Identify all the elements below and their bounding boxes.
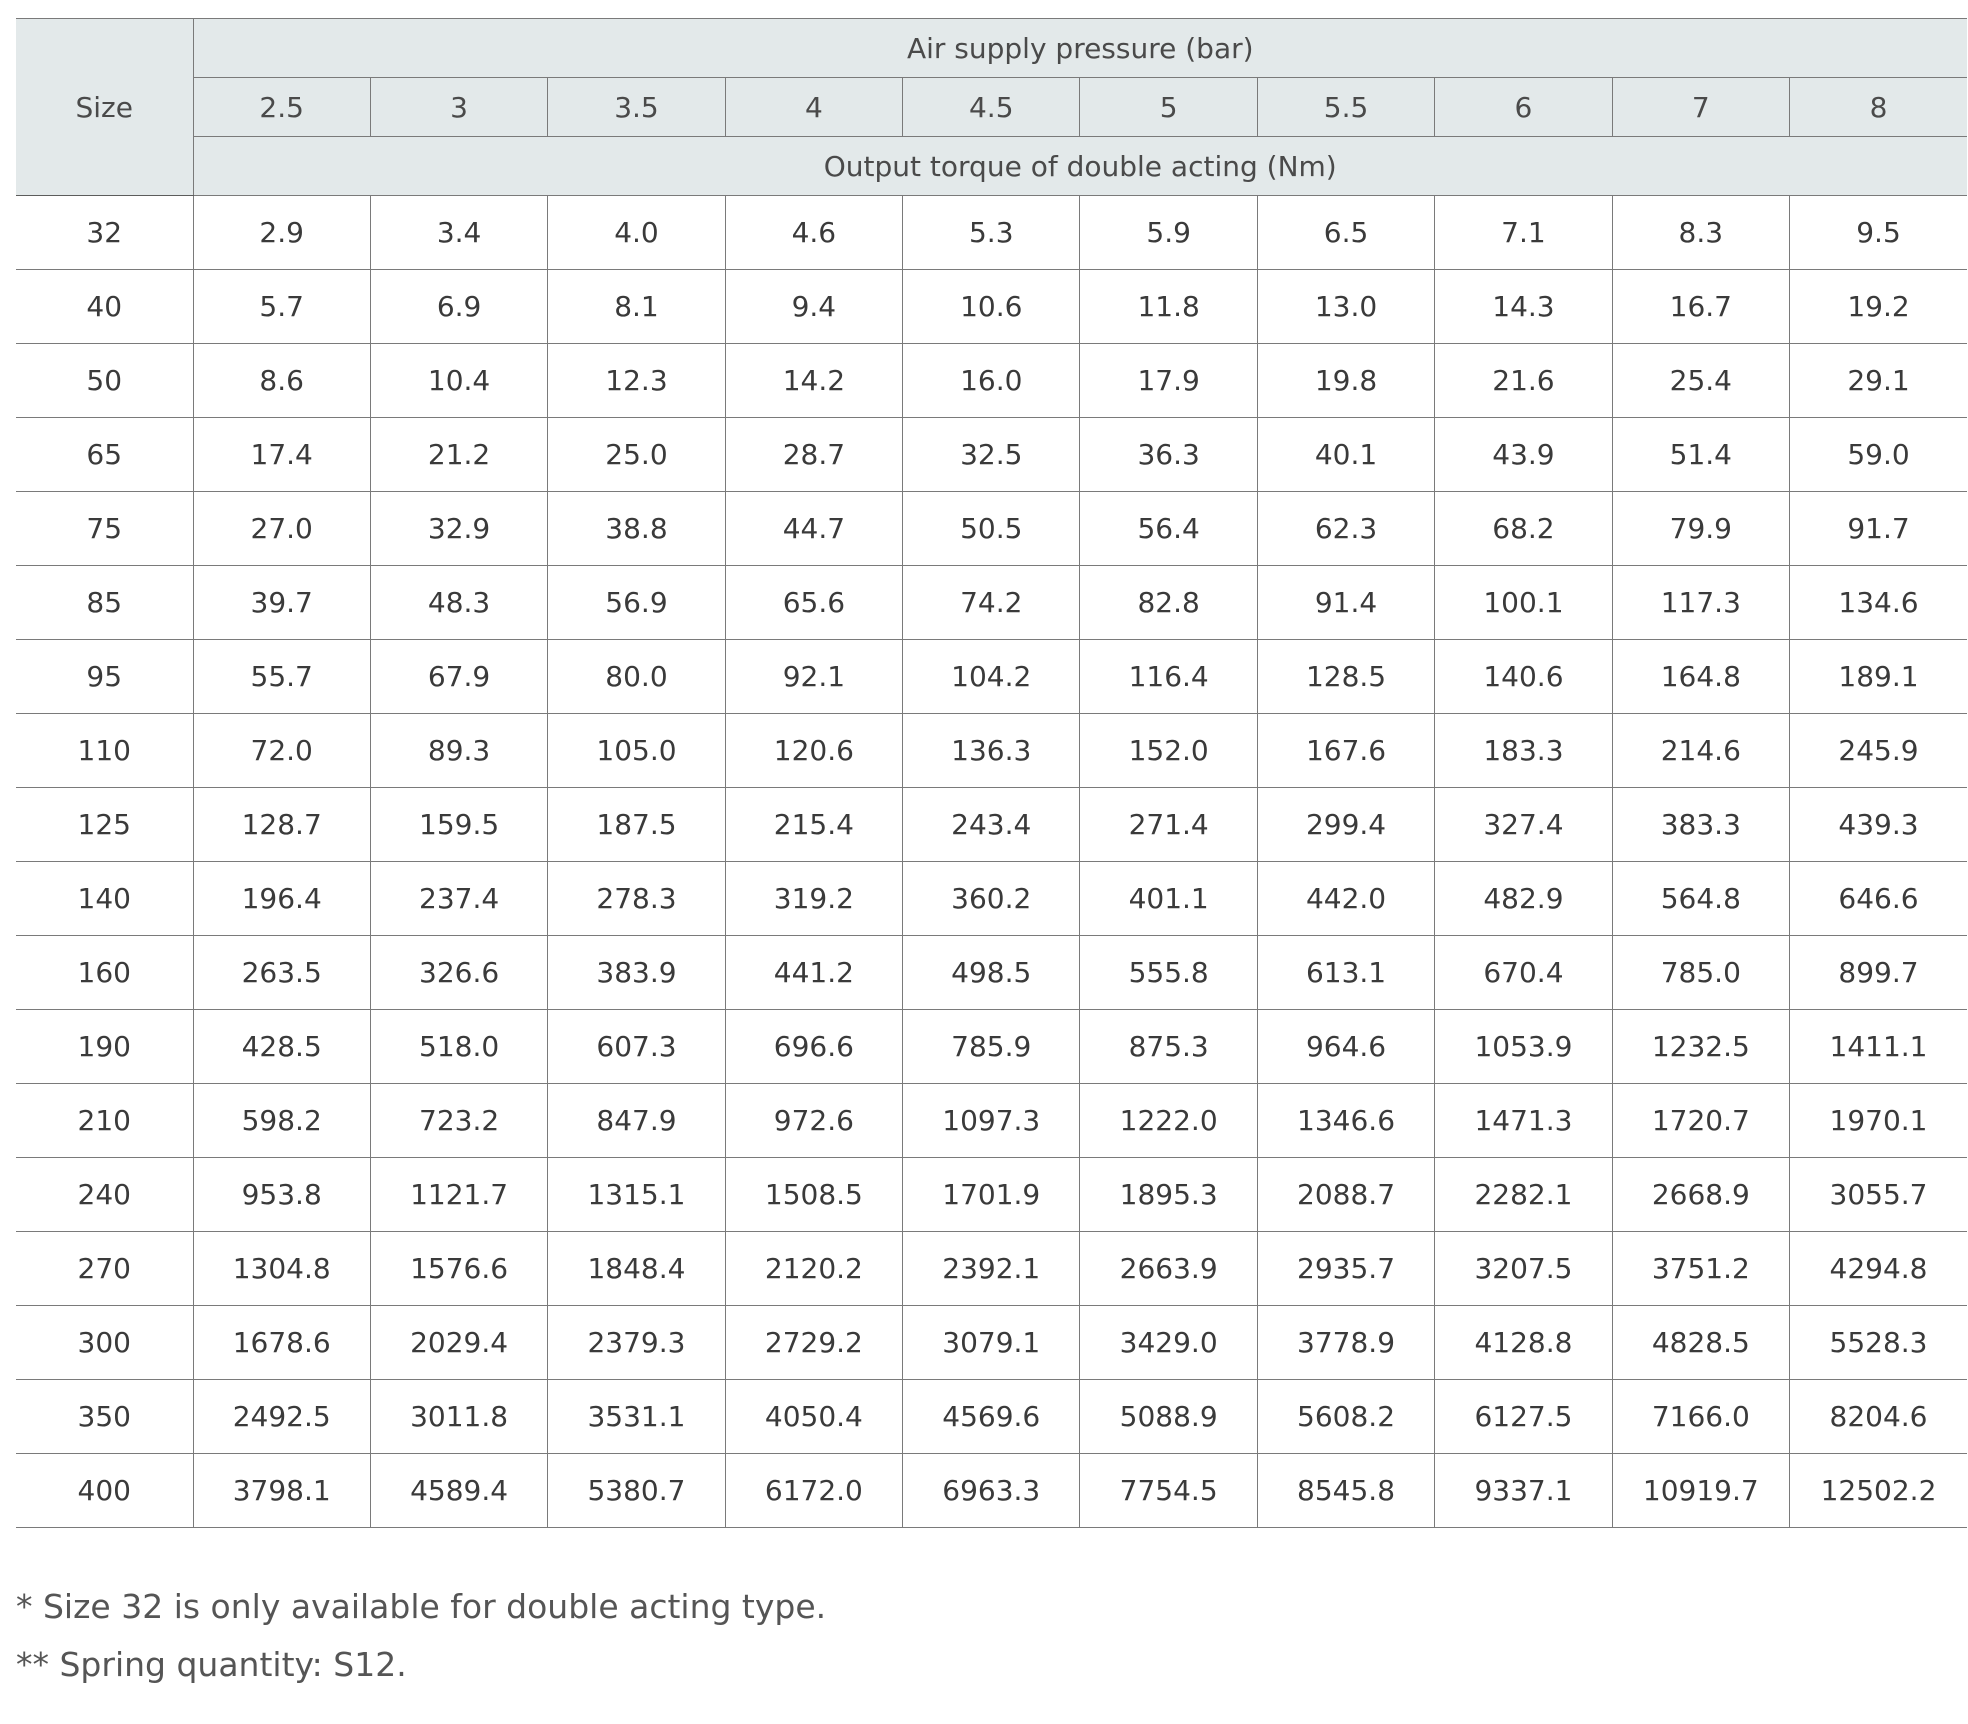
torque-value-cell: 2120.2 — [725, 1232, 902, 1306]
pressure-header-cell: 5.5 — [1257, 78, 1434, 137]
torque-value-cell: 39.7 — [193, 566, 370, 640]
torque-value-cell: 80.0 — [548, 640, 725, 714]
torque-value-cell: 5528.3 — [1790, 1306, 1967, 1380]
torque-value-cell: 89.3 — [370, 714, 547, 788]
torque-value-cell: 140.6 — [1435, 640, 1612, 714]
torque-value-cell: 263.5 — [193, 936, 370, 1010]
table-row — [16, 1306, 1967, 1380]
torque-value-cell: 4589.4 — [370, 1454, 547, 1528]
torque-value-cell: 159.5 — [370, 788, 547, 862]
torque-value-cell: 899.7 — [1790, 936, 1967, 1010]
torque-value-cell: 21.6 — [1435, 344, 1612, 418]
torque-value-cell: 65.6 — [725, 566, 902, 640]
torque-value-cell: 183.3 — [1435, 714, 1612, 788]
torque-value-cell: 27.0 — [193, 492, 370, 566]
torque-value-cell: 613.1 — [1257, 936, 1434, 1010]
torque-value-cell: 442.0 — [1257, 862, 1434, 936]
torque-value-cell: 1315.1 — [548, 1158, 725, 1232]
torque-value-cell: 29.1 — [1790, 344, 1967, 418]
torque-value-cell: 10.6 — [903, 270, 1080, 344]
pressure-header-cell: 3.5 — [548, 78, 725, 137]
torque-value-cell: 8.3 — [1612, 196, 1789, 270]
torque-value-cell: 564.8 — [1612, 862, 1789, 936]
torque-value-cell: 972.6 — [725, 1084, 902, 1158]
torque-value-cell: 32.5 — [903, 418, 1080, 492]
torque-value-cell: 91.7 — [1790, 492, 1967, 566]
pressure-header-cell: 7 — [1612, 78, 1789, 137]
torque-value-cell: 14.2 — [725, 344, 902, 418]
torque-value-cell: 128.7 — [193, 788, 370, 862]
torque-value-cell: 117.3 — [1612, 566, 1789, 640]
torque-value-cell: 25.0 — [548, 418, 725, 492]
torque-value-cell: 5.9 — [1080, 196, 1257, 270]
torque-value-cell: 7166.0 — [1612, 1380, 1789, 1454]
torque-value-cell: 11.8 — [1080, 270, 1257, 344]
torque-value-cell: 8204.6 — [1790, 1380, 1967, 1454]
torque-value-cell: 1970.1 — [1790, 1084, 1967, 1158]
header-row-pressures — [16, 78, 1967, 137]
size-cell: 240 — [16, 1158, 193, 1232]
torque-value-cell: 136.3 — [903, 714, 1080, 788]
torque-value-cell: 43.9 — [1435, 418, 1612, 492]
torque-value-cell: 100.1 — [1435, 566, 1612, 640]
torque-value-cell: 2668.9 — [1612, 1158, 1789, 1232]
table-row — [16, 714, 1967, 788]
size-cell: 40 — [16, 270, 193, 344]
torque-value-cell: 9337.1 — [1435, 1454, 1612, 1528]
torque-value-cell: 72.0 — [193, 714, 370, 788]
torque-value-cell: 3429.0 — [1080, 1306, 1257, 1380]
torque-value-cell: 2392.1 — [903, 1232, 1080, 1306]
pressure-header-cell: 8 — [1790, 78, 1967, 137]
torque-value-cell: 167.6 — [1257, 714, 1434, 788]
torque-value-cell: 19.2 — [1790, 270, 1967, 344]
torque-value-cell: 723.2 — [370, 1084, 547, 1158]
torque-value-cell: 299.4 — [1257, 788, 1434, 862]
pressure-header-cell: 4.5 — [903, 78, 1080, 137]
torque-value-cell: 17.4 — [193, 418, 370, 492]
pressure-header-cell: 2.5 — [193, 78, 370, 137]
torque-value-cell: 439.3 — [1790, 788, 1967, 862]
torque-table — [16, 18, 1967, 1528]
torque-value-cell: 245.9 — [1790, 714, 1967, 788]
table-row — [16, 1084, 1967, 1158]
torque-value-cell: 56.4 — [1080, 492, 1257, 566]
table-row — [16, 936, 1967, 1010]
torque-value-cell: 10919.7 — [1612, 1454, 1789, 1528]
torque-value-cell: 105.0 — [548, 714, 725, 788]
torque-value-cell: 4294.8 — [1790, 1232, 1967, 1306]
torque-value-cell: 319.2 — [725, 862, 902, 936]
torque-value-cell: 1411.1 — [1790, 1010, 1967, 1084]
table-row — [16, 1010, 1967, 1084]
table-row — [16, 492, 1967, 566]
torque-value-cell: 383.3 — [1612, 788, 1789, 862]
torque-value-cell: 2935.7 — [1257, 1232, 1434, 1306]
size-cell: 65 — [16, 418, 193, 492]
torque-value-cell: 16.7 — [1612, 270, 1789, 344]
torque-value-cell: 326.6 — [370, 936, 547, 1010]
torque-value-cell: 3751.2 — [1612, 1232, 1789, 1306]
torque-value-cell: 2088.7 — [1257, 1158, 1434, 1232]
torque-value-cell: 38.8 — [548, 492, 725, 566]
torque-value-cell: 13.0 — [1257, 270, 1434, 344]
torque-value-cell: 1346.6 — [1257, 1084, 1434, 1158]
torque-value-cell: 875.3 — [1080, 1010, 1257, 1084]
torque-value-cell: 441.2 — [725, 936, 902, 1010]
torque-value-cell: 92.1 — [725, 640, 902, 714]
size-cell: 160 — [16, 936, 193, 1010]
torque-value-cell: 4.6 — [725, 196, 902, 270]
torque-value-cell: 25.4 — [1612, 344, 1789, 418]
torque-value-cell: 498.5 — [903, 936, 1080, 1010]
table-row — [16, 862, 1967, 936]
table-row — [16, 1380, 1967, 1454]
size-cell: 270 — [16, 1232, 193, 1306]
torque-value-cell: 785.9 — [903, 1010, 1080, 1084]
torque-value-cell: 104.2 — [903, 640, 1080, 714]
torque-value-cell: 785.0 — [1612, 936, 1789, 1010]
torque-value-cell: 59.0 — [1790, 418, 1967, 492]
torque-value-cell: 187.5 — [548, 788, 725, 862]
torque-value-cell: 8545.8 — [1257, 1454, 1434, 1528]
torque-value-cell: 2029.4 — [370, 1306, 547, 1380]
table-row — [16, 1232, 1967, 1306]
header-row-torque-title — [16, 137, 1967, 196]
torque-value-cell: 9.4 — [725, 270, 902, 344]
torque-group-header: Output torque of double acting (Nm) — [193, 137, 1967, 196]
torque-value-cell: 243.4 — [903, 788, 1080, 862]
torque-value-cell: 360.2 — [903, 862, 1080, 936]
size-cell: 140 — [16, 862, 193, 936]
table-row — [16, 566, 1967, 640]
table-row — [16, 788, 1967, 862]
torque-value-cell: 91.4 — [1257, 566, 1434, 640]
torque-value-cell: 1304.8 — [193, 1232, 370, 1306]
torque-value-cell: 51.4 — [1612, 418, 1789, 492]
torque-value-cell: 5.7 — [193, 270, 370, 344]
torque-value-cell: 48.3 — [370, 566, 547, 640]
torque-value-cell: 128.5 — [1257, 640, 1434, 714]
torque-value-cell: 2282.1 — [1435, 1158, 1612, 1232]
torque-value-cell: 482.9 — [1435, 862, 1612, 936]
torque-value-cell: 32.9 — [370, 492, 547, 566]
torque-value-cell: 10.4 — [370, 344, 547, 418]
table-row — [16, 196, 1967, 270]
torque-value-cell: 278.3 — [548, 862, 725, 936]
torque-value-cell: 237.4 — [370, 862, 547, 936]
torque-value-cell: 74.2 — [903, 566, 1080, 640]
table-header — [16, 19, 1967, 196]
torque-value-cell: 401.1 — [1080, 862, 1257, 936]
torque-value-cell: 1895.3 — [1080, 1158, 1257, 1232]
torque-value-cell: 116.4 — [1080, 640, 1257, 714]
torque-value-cell: 12.3 — [548, 344, 725, 418]
size-cell: 210 — [16, 1084, 193, 1158]
torque-value-cell: 44.7 — [725, 492, 902, 566]
torque-value-cell: 1720.7 — [1612, 1084, 1789, 1158]
table-row — [16, 270, 1967, 344]
torque-value-cell: 2379.3 — [548, 1306, 725, 1380]
torque-value-cell: 12502.2 — [1790, 1454, 1967, 1528]
torque-value-cell: 82.8 — [1080, 566, 1257, 640]
torque-value-cell: 518.0 — [370, 1010, 547, 1084]
torque-value-cell: 36.3 — [1080, 418, 1257, 492]
pressure-header-cell: 5 — [1080, 78, 1257, 137]
torque-value-cell: 2729.2 — [725, 1306, 902, 1380]
size-cell: 190 — [16, 1010, 193, 1084]
torque-value-cell: 5608.2 — [1257, 1380, 1434, 1454]
torque-value-cell: 79.9 — [1612, 492, 1789, 566]
torque-value-cell: 327.4 — [1435, 788, 1612, 862]
torque-value-cell: 189.1 — [1790, 640, 1967, 714]
torque-value-cell: 50.5 — [903, 492, 1080, 566]
torque-value-cell: 6.9 — [370, 270, 547, 344]
torque-value-cell: 56.9 — [548, 566, 725, 640]
size-cell: 350 — [16, 1380, 193, 1454]
torque-value-cell: 4.0 — [548, 196, 725, 270]
torque-value-cell: 953.8 — [193, 1158, 370, 1232]
pressure-group-header: Air supply pressure (bar) — [193, 19, 1967, 78]
torque-value-cell: 3531.1 — [548, 1380, 725, 1454]
torque-value-cell: 17.9 — [1080, 344, 1257, 418]
pressure-header-cell: 4 — [725, 78, 902, 137]
torque-value-cell: 3055.7 — [1790, 1158, 1967, 1232]
size-cell: 32 — [16, 196, 193, 270]
torque-value-cell: 3798.1 — [193, 1454, 370, 1528]
header-row-pressure-title — [16, 19, 1967, 78]
torque-value-cell: 120.6 — [725, 714, 902, 788]
torque-value-cell: 646.6 — [1790, 862, 1967, 936]
torque-value-cell: 598.2 — [193, 1084, 370, 1158]
torque-value-cell: 555.8 — [1080, 936, 1257, 1010]
torque-value-cell: 3778.9 — [1257, 1306, 1434, 1380]
torque-value-cell: 1053.9 — [1435, 1010, 1612, 1084]
torque-value-cell: 3079.1 — [903, 1306, 1080, 1380]
torque-value-cell: 55.7 — [193, 640, 370, 714]
torque-value-cell: 607.3 — [548, 1010, 725, 1084]
size-cell: 95 — [16, 640, 193, 714]
size-cell: 400 — [16, 1454, 193, 1528]
torque-value-cell: 164.8 — [1612, 640, 1789, 714]
table-row — [16, 1158, 1967, 1232]
torque-value-cell: 4569.6 — [903, 1380, 1080, 1454]
torque-value-cell: 271.4 — [1080, 788, 1257, 862]
torque-value-cell: 6172.0 — [725, 1454, 902, 1528]
torque-value-cell: 1678.6 — [193, 1306, 370, 1380]
size-cell: 110 — [16, 714, 193, 788]
size-cell: 300 — [16, 1306, 193, 1380]
torque-value-cell: 4828.5 — [1612, 1306, 1789, 1380]
torque-value-cell: 19.8 — [1257, 344, 1434, 418]
torque-value-cell: 5088.9 — [1080, 1380, 1257, 1454]
size-cell: 50 — [16, 344, 193, 418]
torque-value-cell: 6.5 — [1257, 196, 1434, 270]
torque-value-cell: 3207.5 — [1435, 1232, 1612, 1306]
torque-value-cell: 134.6 — [1790, 566, 1967, 640]
torque-value-cell: 68.2 — [1435, 492, 1612, 566]
torque-value-cell: 1471.3 — [1435, 1084, 1612, 1158]
torque-value-cell: 8.1 — [548, 270, 725, 344]
table-row — [16, 1454, 1967, 1528]
torque-value-cell: 1232.5 — [1612, 1010, 1789, 1084]
torque-value-cell: 383.9 — [548, 936, 725, 1010]
size-cell: 85 — [16, 566, 193, 640]
torque-value-cell: 196.4 — [193, 862, 370, 936]
torque-value-cell: 21.2 — [370, 418, 547, 492]
torque-value-cell: 6963.3 — [903, 1454, 1080, 1528]
torque-value-cell: 4050.4 — [725, 1380, 902, 1454]
torque-value-cell: 9.5 — [1790, 196, 1967, 270]
torque-value-cell: 16.0 — [903, 344, 1080, 418]
torque-value-cell: 4128.8 — [1435, 1306, 1612, 1380]
torque-value-cell: 2492.5 — [193, 1380, 370, 1454]
torque-value-cell: 28.7 — [725, 418, 902, 492]
torque-value-cell: 428.5 — [193, 1010, 370, 1084]
torque-value-cell: 1848.4 — [548, 1232, 725, 1306]
torque-value-cell: 5.3 — [903, 196, 1080, 270]
torque-value-cell: 8.6 — [193, 344, 370, 418]
torque-value-cell: 214.6 — [1612, 714, 1789, 788]
torque-value-cell: 6127.5 — [1435, 1380, 1612, 1454]
table-row — [16, 640, 1967, 714]
torque-value-cell: 67.9 — [370, 640, 547, 714]
torque-value-cell: 1222.0 — [1080, 1084, 1257, 1158]
torque-value-cell: 3.4 — [370, 196, 547, 270]
torque-value-cell: 215.4 — [725, 788, 902, 862]
pressure-header-cell: 3 — [370, 78, 547, 137]
torque-value-cell: 2.9 — [193, 196, 370, 270]
torque-value-cell: 62.3 — [1257, 492, 1434, 566]
table-body — [16, 196, 1967, 1528]
table-row — [16, 344, 1967, 418]
torque-value-cell: 7.1 — [1435, 196, 1612, 270]
torque-value-cell: 670.4 — [1435, 936, 1612, 1010]
torque-value-cell: 7754.5 — [1080, 1454, 1257, 1528]
footnote-size-32: * Size 32 is only available for double acting type. — [16, 1587, 827, 1626]
size-cell: 125 — [16, 788, 193, 862]
footnotes — [16, 1578, 826, 1694]
footnote-spring-quantity: ** Spring quantity: S12. — [16, 1645, 407, 1684]
torque-value-cell: 5380.7 — [548, 1454, 725, 1528]
torque-value-cell: 696.6 — [725, 1010, 902, 1084]
torque-value-cell: 1701.9 — [903, 1158, 1080, 1232]
table-row — [16, 418, 1967, 492]
torque-value-cell: 40.1 — [1257, 418, 1434, 492]
torque-value-cell: 964.6 — [1257, 1010, 1434, 1084]
torque-table-container — [16, 18, 1967, 1528]
torque-value-cell: 847.9 — [548, 1084, 725, 1158]
torque-value-cell: 1121.7 — [370, 1158, 547, 1232]
torque-value-cell: 3011.8 — [370, 1380, 547, 1454]
size-column-header: Size — [16, 19, 193, 196]
torque-value-cell: 152.0 — [1080, 714, 1257, 788]
size-cell: 75 — [16, 492, 193, 566]
torque-value-cell: 1097.3 — [903, 1084, 1080, 1158]
torque-value-cell: 1576.6 — [370, 1232, 547, 1306]
torque-value-cell: 1508.5 — [725, 1158, 902, 1232]
torque-value-cell: 14.3 — [1435, 270, 1612, 344]
torque-value-cell: 2663.9 — [1080, 1232, 1257, 1306]
pressure-header-cell: 6 — [1435, 78, 1612, 137]
